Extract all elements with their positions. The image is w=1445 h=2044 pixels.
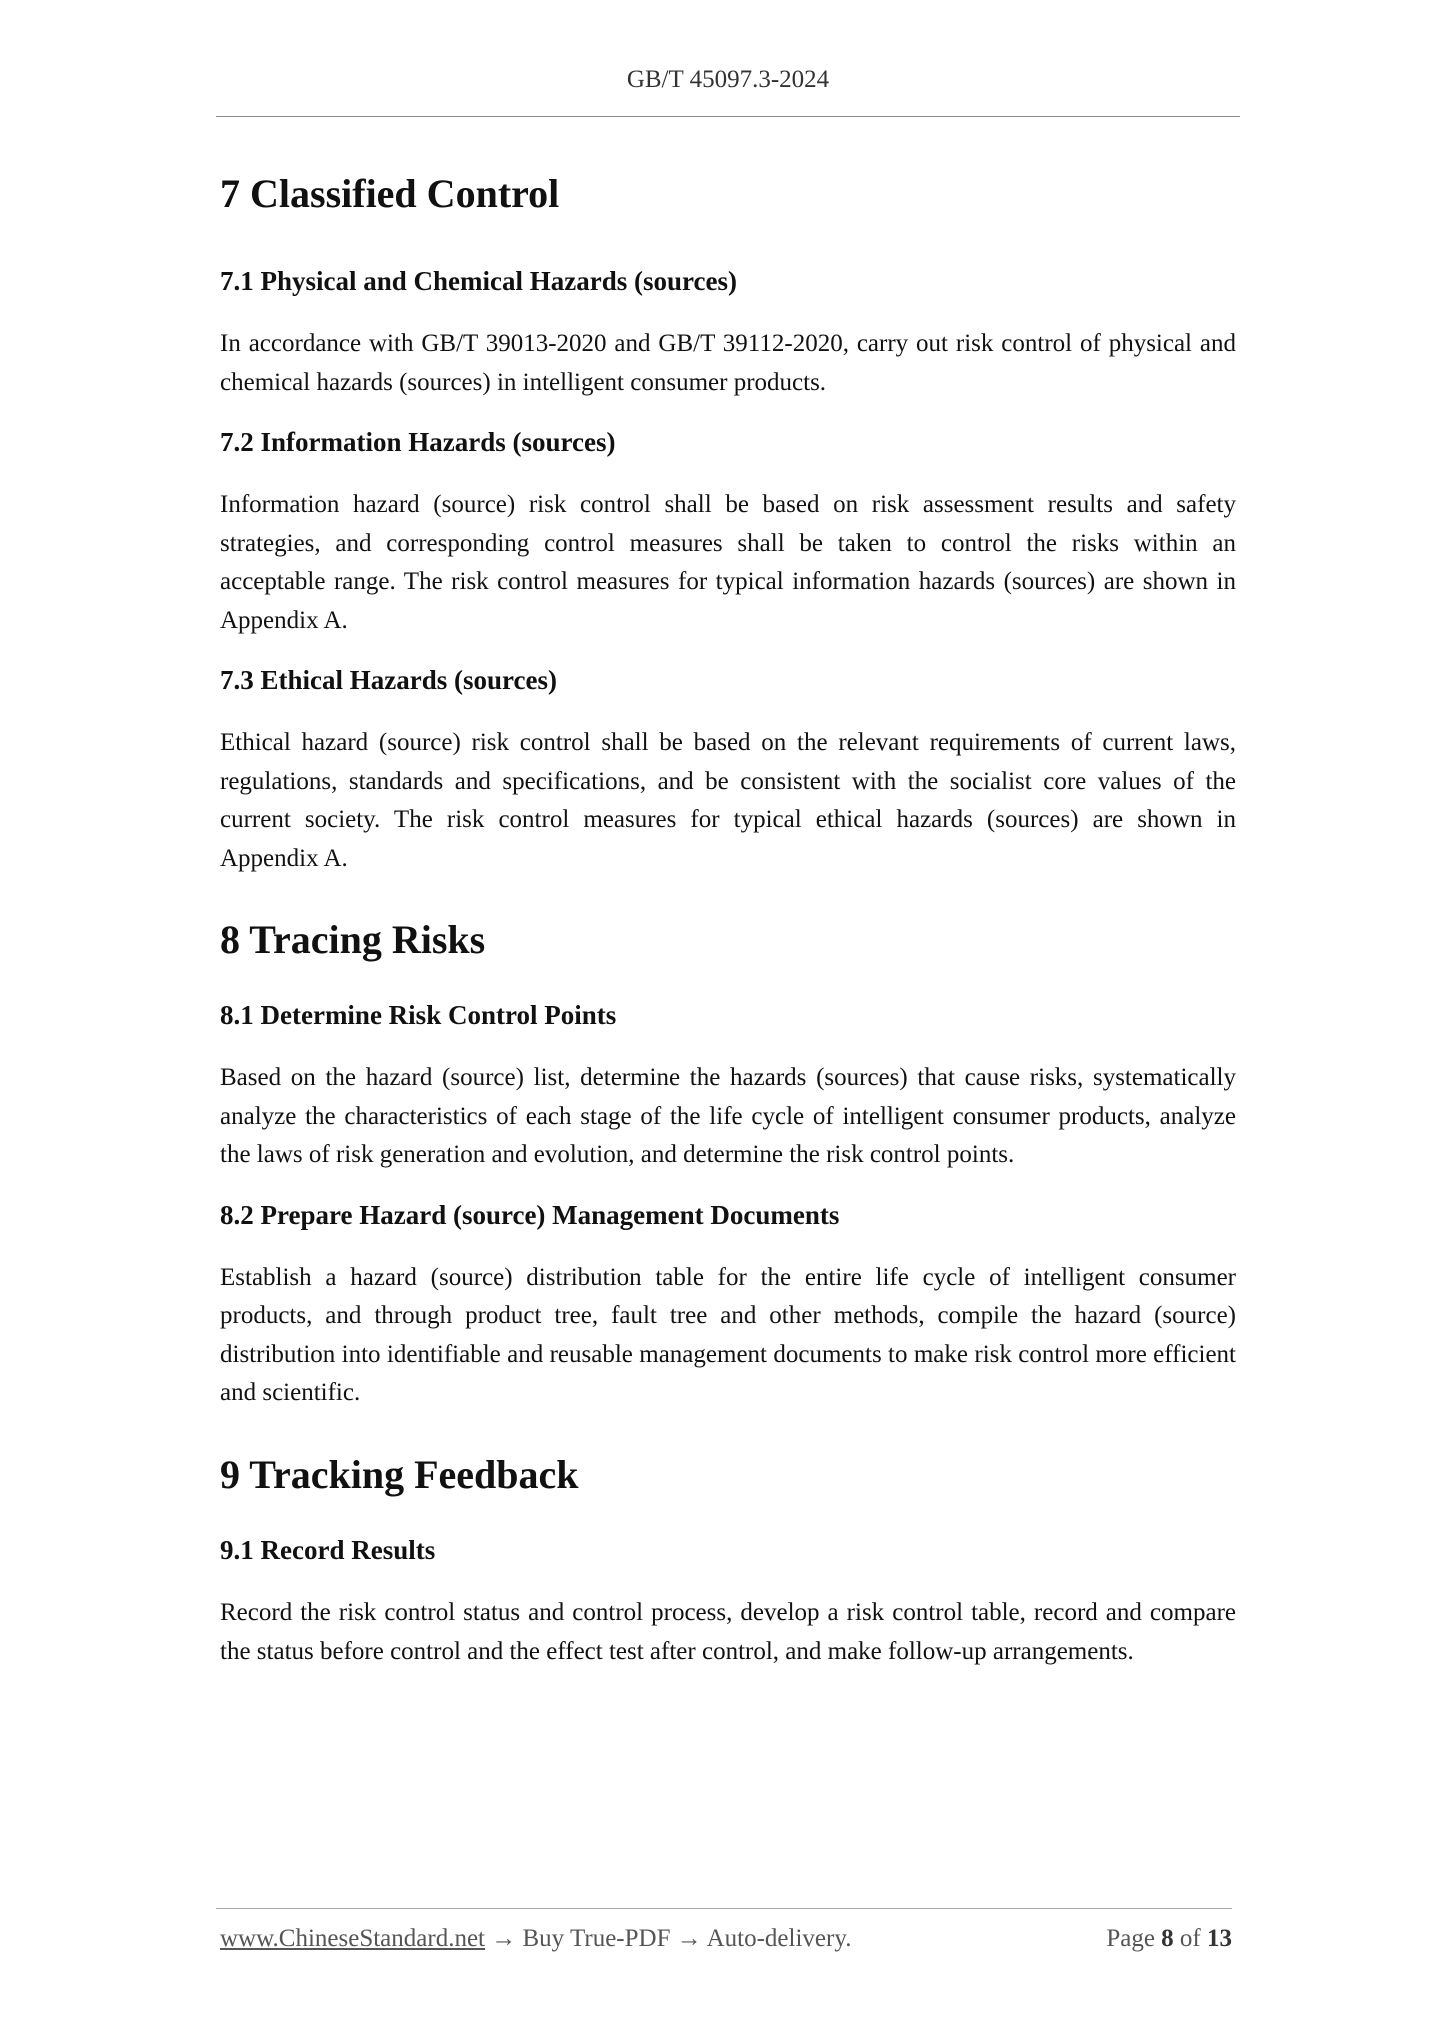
total-pages: 13 <box>1207 1925 1232 1952</box>
footer-promo <box>220 1925 851 1953</box>
document-number-header: GB/T 45097.3-2024 <box>626 66 830 93</box>
subsection-heading-8-1: 8.1 Determine Risk Control Points <box>220 1000 617 1031</box>
section-heading-8: 8 Tracing Risks <box>220 917 486 963</box>
subsection-heading-7-1: 7.1 Physical and Chemical Hazards (sources) <box>220 266 737 296</box>
header-divider <box>216 116 1240 117</box>
auto-delivery-text: Auto-delivery. <box>706 1925 852 1952</box>
page-number <box>1106 1925 1232 1953</box>
subsection-heading-8-2: 8.2 Prepare Hazard (source) Management Documents <box>220 1199 840 1230</box>
section-heading-9: 9 Tracking Feedback <box>220 1451 579 1497</box>
paragraph-7-1: In accordance with GB/T 39013-2020 and GB/T 39112-2020, carry out risk control of physical and chemical hazards (sources) in intelligent consumer products. <box>220 330 1236 396</box>
arrow-right-icon: → <box>676 1925 702 1952</box>
of-label: of <box>1179 1925 1201 1952</box>
buy-true-pdf-text: Buy True-PDF <box>522 1925 671 1952</box>
paragraph-7-2: Information hazard (source) risk control shall be based on risk assessment results and safety strategies, and corresponding control measures shall be taken to control the risks within an acceptable range. The risk control measures for typical information hazards (sources) are shown in Appendix A. <box>220 491 1236 634</box>
paragraph-7-3: Ethical hazard (source) risk control shall be based on the relevant requirements of current laws, regulations, standards and specifications, and be consistent with the socialist core values of the current society. The risk control measures for typical ethical hazards (sources) are shown in Appendix A. <box>220 729 1236 872</box>
footer-divider <box>216 1908 1232 1909</box>
arrow-right-icon: → <box>491 1925 517 1952</box>
page-label: Page <box>1106 1925 1155 1952</box>
subsection-heading-7-2: 7.2 Information Hazards (sources) <box>220 427 616 458</box>
subsection-heading-9-1: 9.1 Record Results <box>220 1534 436 1565</box>
paragraph-8-2: Establish a hazard (source) distribution table for the entire life cycle of intelligent consumer products, and through product tree, fault tree and other methods, compile the hazard (source) distribution into identifiable and reusable management documents to make risk control more efficient and scientific. <box>220 1263 1236 1407</box>
section-heading-7: 7 Classified Control <box>220 171 560 216</box>
subsection-heading-7-3: 7.3 Ethical Hazards (sources) <box>220 665 557 696</box>
current-page: 8 <box>1161 1925 1174 1952</box>
paragraph-9-1: Record the risk control status and control process, develop a risk control table, record and compare the status before control and the effect test after control, and make follow-up arrangements. <box>220 1599 1236 1665</box>
paragraph-8-1: Based on the hazard (source) list, determine the hazards (sources) that cause risks, systematically analyze the characteristics of each stage of the life cycle of intelligent consumer products, analyze the laws of risk generation and evolution, and determine the risk control points. <box>220 1064 1236 1169</box>
document-body <box>220 170 1236 1671</box>
chinesestandard-link[interactable]: www.ChineseStandard.net <box>220 1925 485 1952</box>
